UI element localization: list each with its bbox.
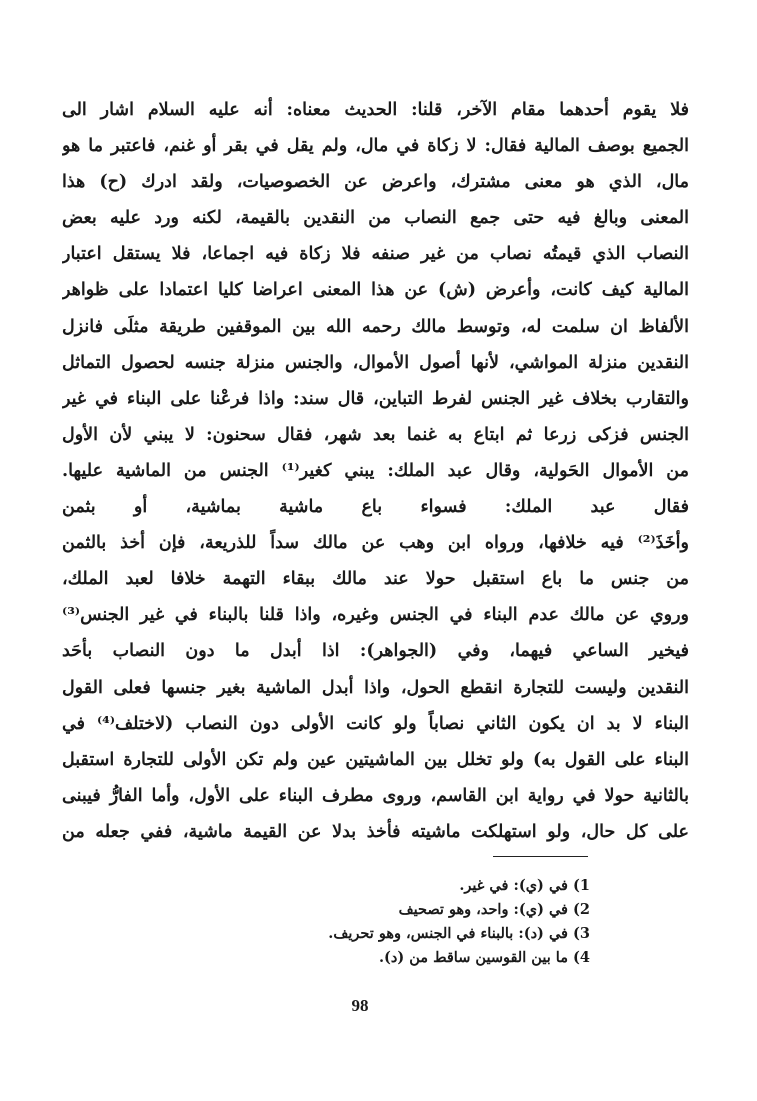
text-line: البناء على القول به) ولو تخلل بين الماشيتين عين ولم تكن الأولى للتجارة استقبل [62,749,689,770]
text-line: الألفاظ ان سلمت له، وتوسط مالك رحمه الله بين الموقفين طريقة مثلَى فانزل [62,316,689,337]
text-line: والتقارب بخلاف غير الجنس لفرط التباين، قال سند: واذا فرعْنا على البناء في غير [62,388,689,409]
text-line: بالثانية حولا في رواية ابن القاسم، وروى مطرف البناء على الأول، وأما الفارُّ فيبنى [62,785,689,806]
text-line: البناء لا بد ان يكون الثاني نصاباً ولو كانت الأولى دون النصاب (لاختلف⁽⁴⁾ في [62,713,689,734]
text-line: المعنى وبالغ فيه حتى جمع النصاب من النقدين بالقيمة، لكنه ورد عليه بعض [62,208,689,229]
text-line: النصاب الذي قيمتُه نصاب من غير صنفه فلا زكاة فيه اجماعا، فلا يستقل اعتبار [62,244,689,265]
footnote-separator [493,856,588,857]
footnotes [240,874,590,970]
text-line: وأخَذَ⁽²⁾ فيه خلافها، ورواه ابن وهب عن مالك سداً للذريعة، فإن أخذ بالثمن [62,533,689,554]
footnote-item: 3) في (د): بالبناء في الجنس، وهو تحريف. [328,925,590,942]
main-text [62,92,689,850]
text-line: النقدين منزلة المواشي، لأنها أصول الأموال، والجنس منزلة جنسه لحصول التماثل [62,352,689,373]
text-line: على كل حال، ولو استهلكت ماشيته فأخذ بدلا عن القيمة ماشية، ففي جعله من [62,821,689,842]
text-line: من الأموال الحَولية، وقال عبد الملك: يبني كغير⁽¹⁾ الجنس من الماشية عليها. [62,460,689,481]
text-line: فيخير الساعي فيهما، وفي (الجواهر): اذا أبدل ما دون النصاب بأحَد [62,641,689,662]
text-line: المالية كيف كانت، وأعرض (ش) عن هذا المعنى اعراضا كليا اعتمادا على ظواهر [62,280,689,301]
text-line: الجميع بوصف المالية فقال: لا زكاة في مال، ولم يقل في بقر أو غنم، فاعتبر ما هو [62,136,689,157]
text-line: فقال عبد الملك: فسواء باع ماشية بماشية، أو بثمن [62,497,689,518]
footnote-item: 4) ما بين القوسين ساقط من (د). [378,949,590,966]
text-line: مال، الذي هو معنى مشترك، واعرض عن الخصوصيات، ولقد ادرك (ح) هذا [62,172,689,193]
text-line: من جنس ما باع استقبل حولا عند مالك ببقاء التهمة خلافا لعبد الملك، [62,569,689,590]
text-line: فلا يقوم أحدهما مقام الآخر، قلنا: الحديث معناه: أنه عليه السلام اشار الى [62,100,689,120]
text-line: وروي عن مالك عدم البناء في الجنس وغيره، واذا قلنا بالبناء في غير الجنس⁽³⁾ [62,605,689,626]
footnote-item: 1) في (ي): في غير. [459,877,590,894]
footnote-item: 2) في (ي): واحد، وهو تصحيف [398,901,590,918]
page-number: 98 [351,996,369,1015]
text-line: الجنس فزكى زرعا ثم ابتاع به غنما بعد شهر، فقال سحنون: لا يبني لأن الأول [62,424,689,445]
text-line: النقدين وليست للتجارة انقطع الحول، واذا أبدل الماشية بغير جنسها فعلى القول [62,677,689,698]
